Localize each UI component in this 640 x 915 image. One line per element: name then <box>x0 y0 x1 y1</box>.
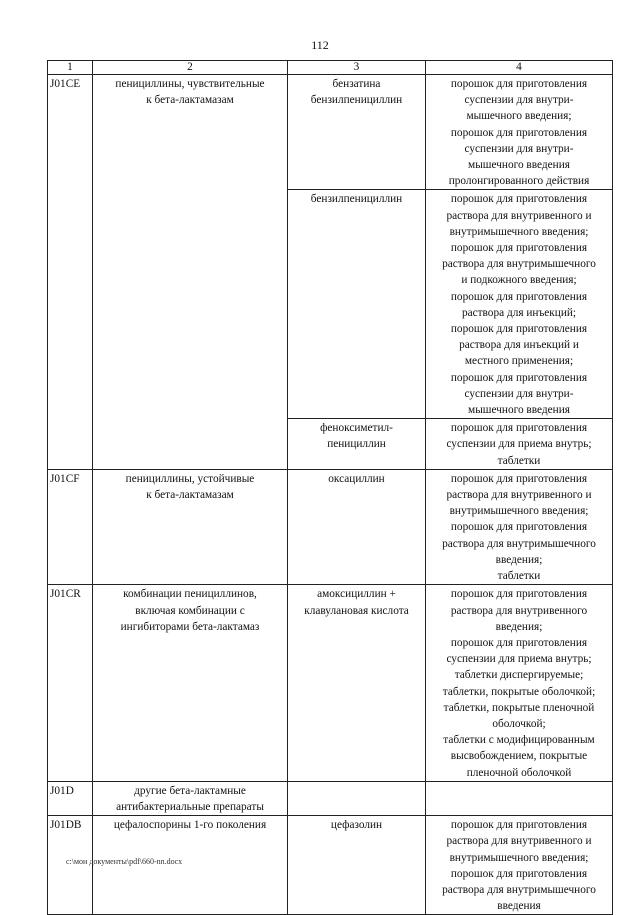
dosage-forms <box>426 781 613 815</box>
column-number: 3 <box>288 61 426 75</box>
dosage-forms-line: порошок для приготовления <box>450 472 588 485</box>
column-number: 4 <box>426 61 613 75</box>
medicinal-substance <box>288 585 426 781</box>
dosage-forms-line: местного применения; <box>464 355 574 368</box>
page-number: 112 <box>311 38 329 52</box>
dosage-forms-line: введения; <box>495 553 543 566</box>
anatomical-therapeutic-group-line: включая комбинации с <box>135 604 245 617</box>
dosage-forms-line: таблетки с модифицированным <box>443 734 595 747</box>
dosage-forms-line: пролонгированного действия <box>448 175 590 188</box>
dosage-forms-line: порошок для приготовления <box>450 636 588 649</box>
dosage-forms-line: таблетки <box>497 454 541 467</box>
dosage-forms-line: введения; <box>495 620 543 633</box>
drug-registry-table <box>47 60 613 915</box>
anatomical-therapeutic-group <box>93 585 288 781</box>
dosage-forms-line: мышечного введения <box>468 159 570 172</box>
dosage-forms-line: введения <box>497 900 541 913</box>
dosage-forms-line: внутримышечного введения; <box>449 225 589 238</box>
medicinal-substance <box>288 190 426 419</box>
dosage-forms-line: и подкожного введения; <box>461 274 577 287</box>
table-row <box>48 469 613 584</box>
dosage-forms-line: мышечного введения <box>468 404 570 417</box>
dosage-forms-line: суспензии для приема внутрь; <box>446 438 592 451</box>
anatomical-therapeutic-group-line: к бета-лактамазам <box>146 94 234 107</box>
medicinal-substance-line: бензилпенициллин <box>310 193 403 206</box>
dosage-forms-line: порошок для приготовления <box>450 323 588 336</box>
atc-code: J01CR <box>48 585 93 781</box>
table-row <box>48 781 613 815</box>
medicinal-substance <box>288 419 426 470</box>
dosage-forms-line: высвобождением, покрытые <box>450 750 588 763</box>
dosage-forms-line: таблетки диспергируемые; <box>454 669 584 682</box>
medicinal-substance <box>288 781 426 815</box>
dosage-forms <box>426 816 613 915</box>
dosage-forms-line: суспензии для внутри- <box>464 387 574 400</box>
dosage-forms-line: раствора для внутримышечного <box>442 258 596 271</box>
dosage-forms-line: таблетки, покрытые пленочной <box>443 701 595 714</box>
column-number: 2 <box>93 61 288 75</box>
atc-code: J01DB <box>48 816 93 915</box>
document-file-path: c:\мои документы\pdf\660-nn.docx <box>66 857 183 866</box>
medicinal-substance-line: пенициллин <box>327 438 386 451</box>
anatomical-therapeutic-group-line: антибактериальные препараты <box>116 800 264 813</box>
medicinal-substance-line: клавулановая кислота <box>304 604 409 617</box>
medicinal-substance-line: бензилпенициллин <box>310 94 403 107</box>
dosage-forms-line: внутримышечного введения; <box>449 851 589 864</box>
medicinal-substance-line: цефазолин <box>330 819 383 832</box>
anatomical-therapeutic-group-line: цефалоспорины 1-го поколения <box>113 819 267 832</box>
dosage-forms-line: раствора для внутримышечного <box>442 883 596 896</box>
dosage-forms <box>426 469 613 584</box>
table-row <box>48 585 613 781</box>
dosage-forms-line: пленочной оболочкой <box>466 766 572 779</box>
dosage-forms <box>426 419 613 470</box>
dosage-forms-line: таблетки <box>497 570 541 583</box>
atc-code: J01CF <box>48 469 93 584</box>
medicinal-substance <box>288 75 426 190</box>
dosage-forms-line: порошок для приготовления <box>450 126 588 139</box>
anatomical-therapeutic-group-line: комбинации пенициллинов, <box>123 588 257 601</box>
dosage-forms-line: порошок для приготовления <box>450 78 588 90</box>
dosage-forms-line: порошок для приготовления <box>450 867 588 880</box>
dosage-forms-line: раствора для внутримышечного <box>442 537 596 550</box>
dosage-forms-line: оболочкой; <box>492 717 546 730</box>
atc-code: J01CE <box>48 75 93 470</box>
anatomical-therapeutic-group-line: ингибиторами бета-лактамаз <box>120 620 260 633</box>
dosage-forms-line: порошок для приготовления <box>450 193 588 206</box>
dosage-forms-line: порошок для приготовления <box>450 242 588 255</box>
dosage-forms-line: раствора для инъекций; <box>461 306 577 319</box>
medicinal-substance-line: бензатина <box>332 78 381 90</box>
dosage-forms-line: раствора для внутривенного <box>450 604 588 617</box>
dosage-forms-line: порошок для приготовления <box>450 521 588 534</box>
dosage-forms <box>426 75 613 190</box>
dosage-forms-line: порошок для приготовления <box>450 371 588 384</box>
dosage-forms-line: таблетки, покрытые оболочкой; <box>442 685 596 698</box>
dosage-forms-line: внутримышечного введения; <box>449 505 589 518</box>
dosage-forms-line: мышечного введения; <box>466 110 572 123</box>
dosage-forms-line: порошок для приготовления <box>450 290 588 303</box>
anatomical-therapeutic-group-line: пенициллины, чувствительные <box>115 78 265 90</box>
atc-code: J01D <box>48 781 93 815</box>
medicinal-substance-line: оксациллин <box>328 472 385 485</box>
anatomical-therapeutic-group-line: пенициллины, устойчивые <box>125 472 255 485</box>
anatomical-therapeutic-group <box>93 781 288 815</box>
dosage-forms-line: суспензии для внутри- <box>464 94 574 107</box>
dosage-forms <box>426 585 613 781</box>
anatomical-therapeutic-group-line: другие бета-лактамные <box>134 784 246 797</box>
dosage-forms-line: суспензии для приема внутрь; <box>446 653 592 666</box>
dosage-forms-line: раствора для инъекций и <box>459 339 579 352</box>
anatomical-therapeutic-group <box>93 75 288 470</box>
dosage-forms-line: раствора для внутривенного и <box>446 835 592 848</box>
column-number-row <box>48 61 613 75</box>
dosage-forms-line: раствора для внутривенного и <box>446 209 592 222</box>
anatomical-therapeutic-group <box>93 469 288 584</box>
column-number: 1 <box>48 61 93 75</box>
table-row <box>48 75 613 190</box>
dosage-forms-line: порошок для приготовления <box>450 588 588 601</box>
medicinal-substance-line: феноксиметил- <box>320 422 393 435</box>
medicinal-substance <box>288 816 426 915</box>
medicinal-substance <box>288 469 426 584</box>
dosage-forms-line: порошок для приготовления <box>450 422 588 435</box>
dosage-forms-line: суспензии для внутри- <box>464 142 574 155</box>
medicinal-substance-line: амоксициллин + <box>317 588 396 601</box>
anatomical-therapeutic-group-line: к бета-лактамазам <box>146 489 234 502</box>
dosage-forms-line: порошок для приготовления <box>450 819 588 832</box>
dosage-forms-line: раствора для внутривенного и <box>446 489 592 502</box>
dosage-forms <box>426 190 613 419</box>
